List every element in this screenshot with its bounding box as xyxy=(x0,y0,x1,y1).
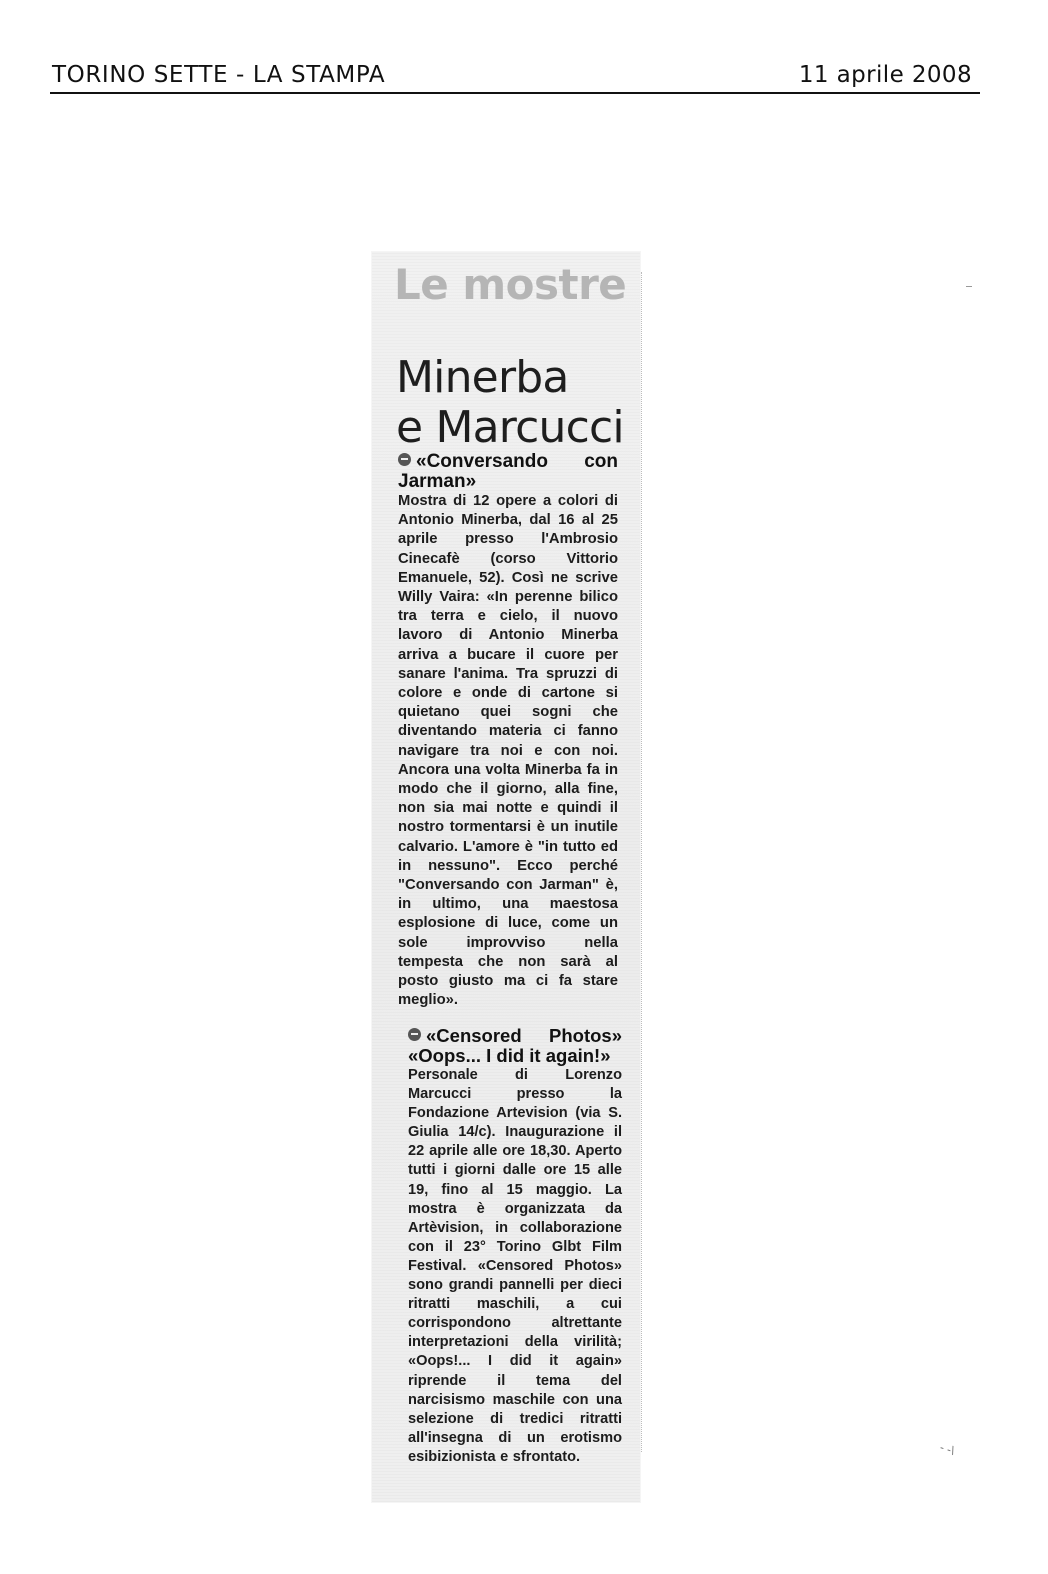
entry-body: Mostra di 12 opere a colori di Antonio Minerba, dal 16 al 25 aprile presso l'Ambrosio Cinecafè (corso Vittorio Emanuele, 52). Così ne scrive Willy Vaira: «In perenne bilico tra terra e cielo, il nuovo lavoro di Antonio Minerba arriva a bucare il cuore per sanare l'anima. Tra spruzzi di colore e onde di cartone si quietano quei sogni che diventando materia ci fanno navigare tra noi e con noi. Ancora una volta Minerba fa in modo che il giorno, alla fine, non sia mai notte e quindi il nostro tormentarsi è un inutile calvario. L'amore è "in tutto ed in nessuno". Ecco perché "Conversando con Jarman" è, in ultimo, una maestosa esplosione di luce, come un sole improvviso nella tempesta che non sarà al posto giusto ma ci fa stare meglio». xyxy=(398,493,618,1009)
publication-name: TORINO SETTE - LA STAMPA xyxy=(52,62,386,88)
entry-title: «Censored Photos» «Oops... I did it again!» xyxy=(408,1025,622,1066)
entry-body: Personale di Lorenzo Marcucci presso la Fondazione Artevision (via S. Giulia 14/c). Inaugurazione il 22 aprile alle ore 18,30. Aperto tutti i giorni dalle ore 15 alle 19, fino al 15 maggio. La mostra è organizzata da Artèvision, in collaborazione con il 23° Torino Glbt Film Festival. «Censored Photos» sono grandi pannelli per dieci ritratti maschili, a cui corrispondono altrettante interpretazioni della virilità; «Oops!... I did it again» riprende il tema del narcisismo maschile con una selezione di tredici ritratti all'insegna di un erotismo esibizionista e sfrontato. xyxy=(408,1067,622,1465)
scan-mark xyxy=(966,286,972,287)
headline-line-2: e Marcucci xyxy=(396,402,624,454)
scan-mark: - -\ xyxy=(938,1440,957,1458)
headline-line-1: Minerba xyxy=(396,352,569,404)
entry-title: «Conversando con Jarman» xyxy=(398,451,618,492)
exhibition-entry xyxy=(408,1026,622,1467)
page-header xyxy=(50,58,980,94)
bullet-arrow-icon xyxy=(408,1028,421,1041)
bullet-arrow-icon xyxy=(398,453,411,466)
exhibition-entry xyxy=(398,452,618,1010)
publication-date: 11 aprile 2008 xyxy=(798,62,972,88)
newspaper-clipping xyxy=(372,252,640,1502)
article-headline xyxy=(396,353,636,453)
section-kicker: Le mostre xyxy=(394,260,627,309)
